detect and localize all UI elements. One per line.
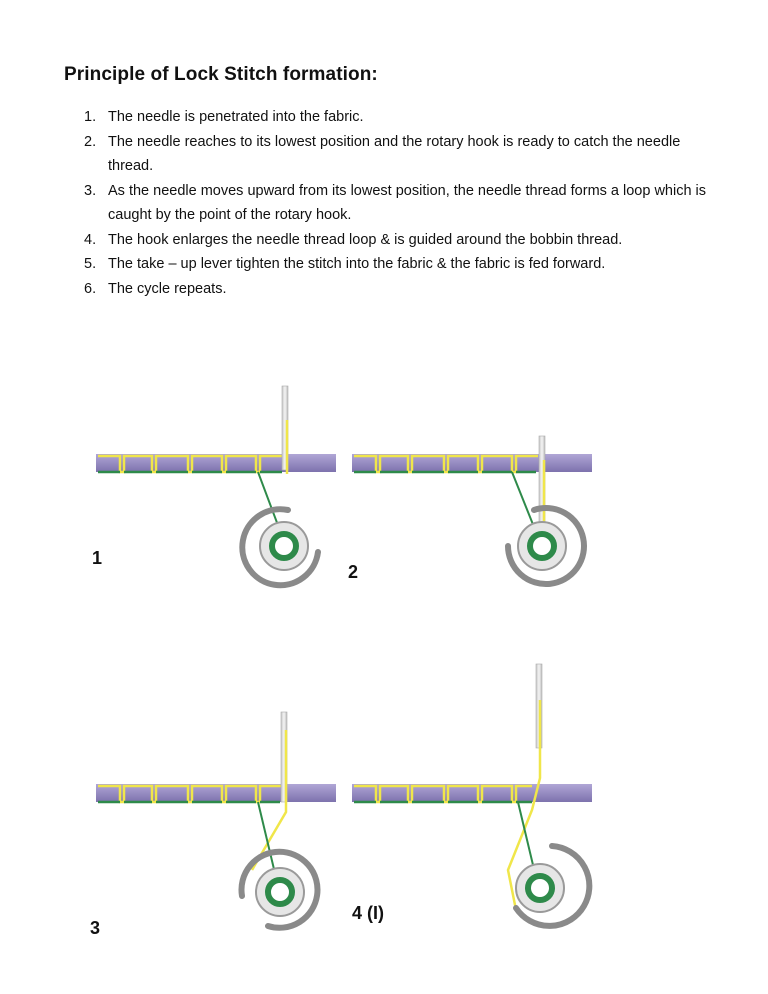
- figure-3-label: 3: [90, 918, 101, 938]
- step-item: [84, 228, 724, 253]
- figure-4-label: 4 (I): [352, 903, 385, 923]
- step-item: [84, 277, 724, 302]
- step-text: The needle reaches to its lowest position and the rotary hook is ready to catch the needle thread.: [108, 133, 681, 174]
- step-number: 3.: [84, 182, 97, 199]
- figure-2-diagram: [348, 380, 608, 590]
- step-text: The hook enlarges the needle thread loop & is guided around the bobbin thread.: [108, 231, 623, 248]
- step-text: The take – up lever tighten the stitch into the fabric & the fabric is fed forward.: [108, 256, 606, 272]
- step-text: The needle is penetrated into the fabric.: [108, 109, 364, 125]
- bobbin: [272, 534, 296, 558]
- step-number: 5.: [84, 256, 97, 272]
- figure-4-diagram: [348, 660, 608, 930]
- page-title: Principle of Lock Stitch formation:: [64, 64, 378, 85]
- step-number: 2.: [84, 133, 97, 150]
- figure-1-diagram: [92, 380, 352, 590]
- figure-3-diagram: [92, 700, 352, 940]
- step-item: [84, 105, 724, 130]
- bobbin: [528, 876, 552, 900]
- step-number: 6.: [84, 280, 97, 297]
- bobbin: [530, 534, 554, 558]
- bobbin: [268, 880, 292, 904]
- steps-list: [84, 105, 724, 301]
- figure-1-label: 1: [92, 548, 103, 568]
- step-text: As the needle moves upward from its lowest position, the needle thread forms a loop which is caught by the point of the rotary hook.: [108, 182, 707, 223]
- step-item: [84, 179, 724, 228]
- step-number: 1.: [84, 109, 97, 125]
- figure-2-label: 2: [348, 562, 359, 582]
- step-number: 4.: [84, 231, 97, 248]
- step-item: [84, 130, 724, 179]
- step-item: [84, 252, 724, 277]
- step-text: The cycle repeats.: [108, 280, 227, 297]
